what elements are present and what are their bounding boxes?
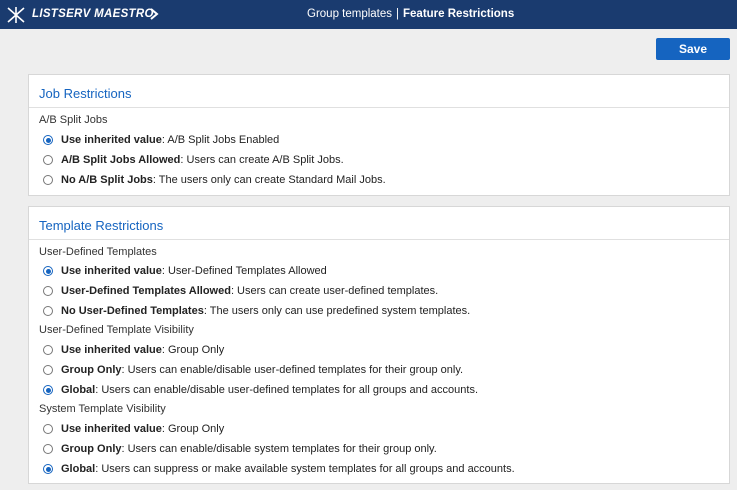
ab-option-inherited[interactable]: Use inherited value: A/B Split Jobs Enabled bbox=[43, 133, 279, 147]
radio-button[interactable] bbox=[43, 286, 53, 296]
radio-button[interactable] bbox=[43, 155, 53, 165]
save-button[interactable]: Save bbox=[656, 38, 730, 60]
udt-option-allowed[interactable]: User-Defined Templates Allowed: Users can create user-defined templates. bbox=[43, 284, 438, 298]
radio-button[interactable] bbox=[43, 444, 53, 454]
udtv-option-group-only[interactable]: Group Only: Users can enable/disable user-defined templates for their group only. bbox=[43, 363, 463, 377]
ab-option-allowed[interactable]: A/B Split Jobs Allowed: Users can create A/B Split Jobs. bbox=[43, 153, 344, 167]
template-restrictions-panel bbox=[28, 206, 730, 484]
radio-button[interactable] bbox=[43, 306, 53, 316]
divider bbox=[29, 239, 729, 240]
ab-option-none[interactable]: No A/B Split Jobs: The users only can create Standard Mail Jobs. bbox=[43, 173, 386, 187]
breadcrumb-separator: | bbox=[396, 8, 400, 20]
stv-option-inherited[interactable]: Use inherited value: Group Only bbox=[43, 422, 224, 436]
user-defined-templates-label: User-Defined Templates bbox=[39, 246, 157, 258]
job-restrictions-panel bbox=[28, 74, 730, 196]
udt-visibility-label: User-Defined Template Visibility bbox=[39, 324, 194, 336]
breadcrumb-current: Feature Restrictions bbox=[403, 8, 515, 20]
udtv-option-inherited[interactable]: Use inherited value: Group Only bbox=[43, 343, 224, 357]
breadcrumb-group-templates[interactable]: Group templates bbox=[307, 8, 393, 20]
chevron-right-icon[interactable] bbox=[148, 7, 160, 21]
radio-button[interactable] bbox=[43, 385, 53, 395]
radio-button[interactable] bbox=[43, 464, 53, 474]
radio-button[interactable] bbox=[43, 266, 53, 276]
listserv-logo-icon bbox=[6, 5, 26, 25]
udtv-option-global[interactable]: Global: Users can enable/disable user-defined templates for all groups and accounts. bbox=[43, 383, 478, 397]
top-bar bbox=[0, 0, 737, 29]
system-template-visibility-label: System Template Visibility bbox=[39, 403, 166, 415]
udt-option-none[interactable]: No User-Defined Templates: The users only can use predefined system templates. bbox=[43, 304, 470, 318]
udt-option-inherited[interactable]: Use inherited value: User-Defined Templates Allowed bbox=[43, 264, 327, 278]
stv-option-global[interactable]: Global: Users can suppress or make available system templates for all groups and accounts. bbox=[43, 462, 515, 476]
template-restrictions-title: Template Restrictions bbox=[39, 218, 164, 233]
radio-button[interactable] bbox=[43, 424, 53, 434]
radio-button[interactable] bbox=[43, 175, 53, 185]
radio-button[interactable] bbox=[43, 345, 53, 355]
breadcrumb bbox=[307, 8, 514, 20]
ab-split-jobs-label: A/B Split Jobs bbox=[39, 114, 108, 126]
job-restrictions-title: Job Restrictions bbox=[39, 86, 132, 101]
brand-name: LISTSERV MAESTRO bbox=[32, 8, 154, 20]
radio-button[interactable] bbox=[43, 365, 53, 375]
divider bbox=[29, 107, 729, 108]
stv-option-group-only[interactable]: Group Only: Users can enable/disable system templates for their group only. bbox=[43, 442, 437, 456]
radio-button[interactable] bbox=[43, 135, 53, 145]
